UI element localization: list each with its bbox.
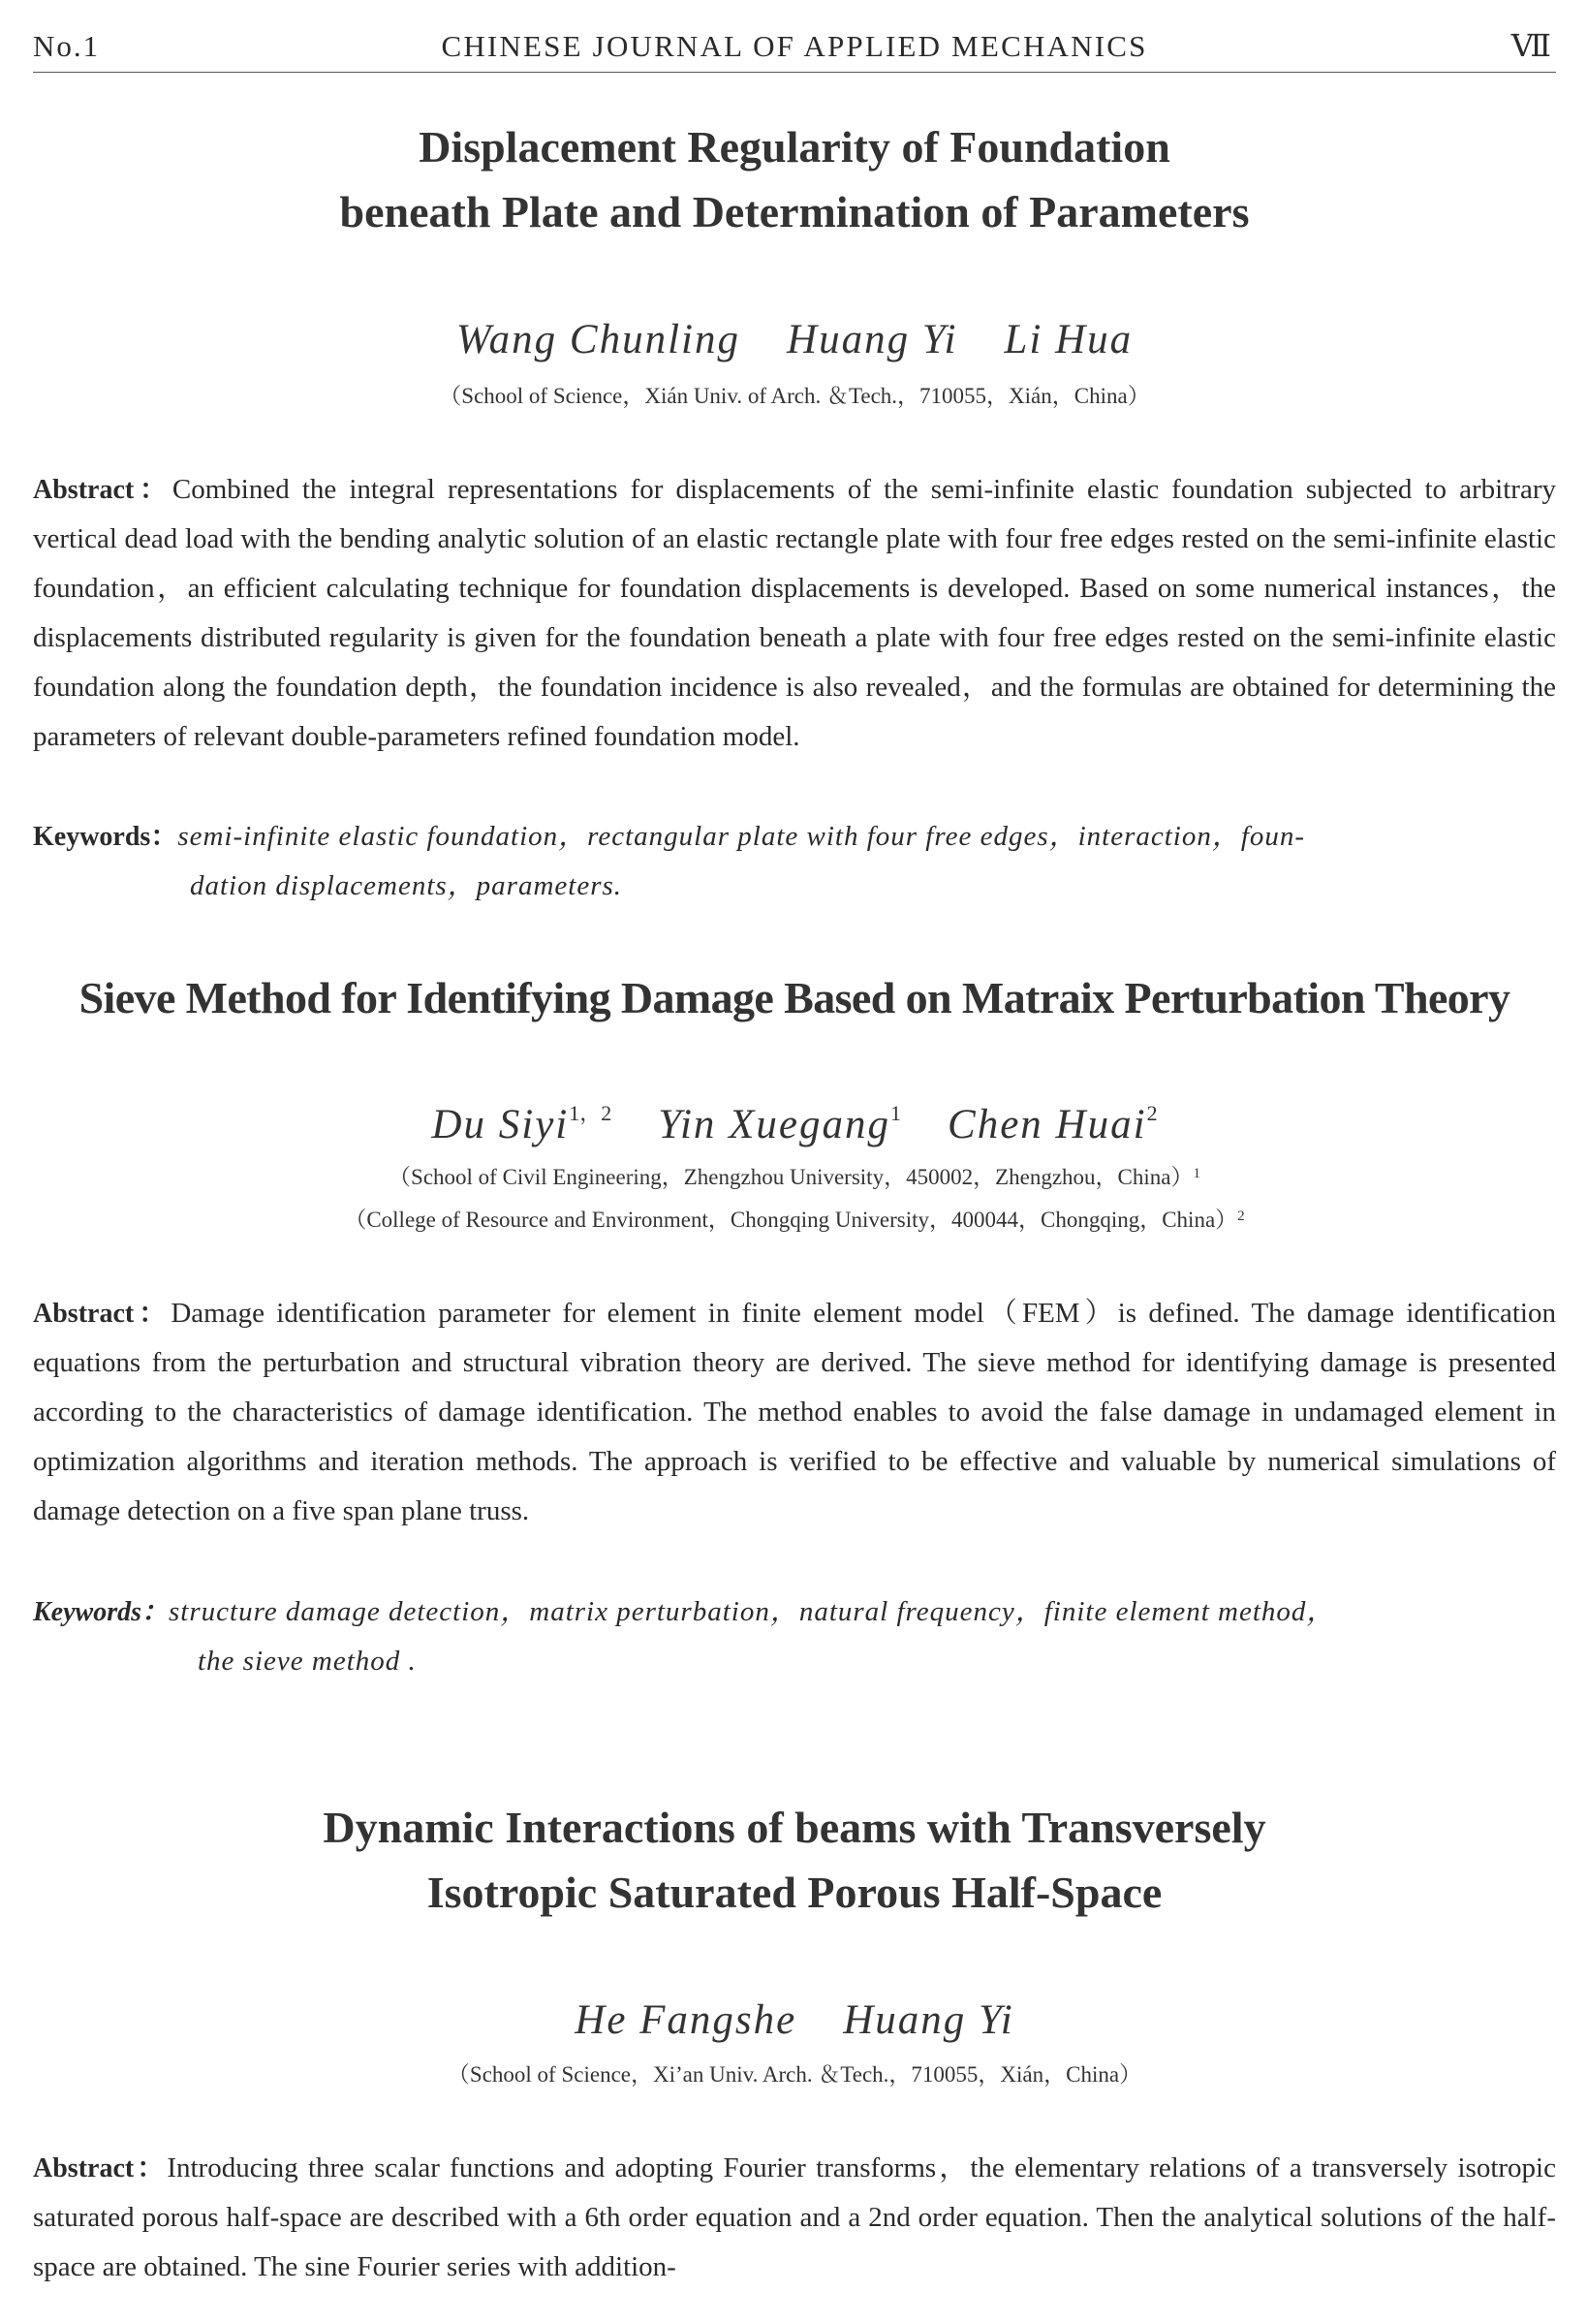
- article3-title-line1: Dynamic Interactions of beams with Transversely: [323, 1803, 1266, 1852]
- article2-title: Sieve Method for Identifying Damage Based on Matraix Perturbation Theory: [78, 973, 1510, 1022]
- author-name: Du Siyi: [431, 1102, 570, 1147]
- keywords-text-cont: dation displacements，parameters.: [190, 870, 623, 901]
- running-header: [33, 27, 1556, 73]
- keywords-label: Keywords：: [33, 1597, 170, 1627]
- article1-title-line1: Displacement Regularity of Foundation: [419, 122, 1170, 172]
- author-affil-mark: 1: [890, 1101, 902, 1125]
- affiliation-mark: 2: [1237, 1209, 1245, 1224]
- author-name: He Fangshe: [575, 1997, 797, 2043]
- article1-affiliation: （School of Science，Xián Univ. of Arch. ＆Tech.，710055，Xián，China）: [439, 384, 1150, 408]
- author-name: Li Hua: [1004, 317, 1134, 362]
- keywords-text: structure damage detection，matrix perturbation，natural frequency，finite element method，: [169, 1596, 1336, 1627]
- keywords-text-cont: the sieve method .: [198, 1646, 417, 1677]
- article1-abstract: [33, 465, 1556, 762]
- article2-affiliation-2: [33, 1202, 1556, 1234]
- author-affil-mark: 2: [1146, 1101, 1158, 1125]
- abstract-label: Abstract：: [33, 475, 172, 505]
- article1-title: [33, 114, 1556, 244]
- author-name: Yin Xuegang: [658, 1102, 891, 1147]
- abstract-label: Abstract：: [33, 1299, 171, 1329]
- article3-authors: [33, 1996, 1556, 2044]
- keywords-label: Keywords：: [33, 822, 178, 852]
- article2-affiliation-1: [33, 1159, 1556, 1191]
- abstract-text: Introducing three scalar functions and adopting Fourier transforms，the elementary relations of a transversely isotropic saturated porous half-space are described with a 6th order equation and a 2nd order equation. Then the analytical solutions of the half-space are obtained. The sine Fourier series with addition-: [33, 2152, 1556, 2282]
- abstract-text: Combined the integral representations for displacements of the semi-infinite elastic foundation subjected to arbitrary vertical dead load with the bending analytic solution of an elastic rectangle plate with four free edges rested on the semi-infinite elastic foundation，an efficient calculating technique for foundation displacements is developed. Based on some numerical instances，the displacements distributed regularity is given for the foundation beneath a plate with four free edges rested on the semi-infinite elastic foundation along the foundation depth，the foundation incidence is also revealed，and the formulas are obtained for determining the parameters of relevant double-parameters refined foundation model.: [33, 474, 1556, 752]
- article1-authors: [33, 316, 1556, 363]
- article3-abstract: [33, 2144, 1556, 2292]
- page-number: Ⅶ: [1510, 28, 1552, 63]
- author-name: Huang Yi: [843, 1997, 1014, 2043]
- article3-title-line2: Isotropic Saturated Porous Half-Space: [426, 1868, 1163, 1917]
- article1-title-line2: beneath Plate and Determination of Parameters: [339, 187, 1250, 236]
- article2-abstract: [33, 1289, 1556, 1536]
- abstract-label: Abstract：: [33, 2153, 168, 2183]
- affiliation-text: （School of Civil Engineering，Zhengzhou University，450002，Zhengzhou，China）: [389, 1165, 1194, 1189]
- keywords-text: semi-infinite elastic foundation，rectangular plate with four free edges，interaction，foun-: [177, 821, 1306, 852]
- article2-authors: [33, 1097, 1556, 1148]
- author-name: Wang Chunling: [455, 317, 741, 362]
- article3-title: [33, 1795, 1556, 1925]
- journal-name: CHINESE JOURNAL OF APPLIED MECHANICS: [441, 29, 1148, 63]
- article2-keywords: [33, 1587, 1556, 1686]
- abstract-text: Damage identification parameter for element in finite element model（FEM）is defined. The damage identification equations from the perturbation and structural vibration theory are derived. The sieve method for identifying damage is presented according to the characteristics of damage identification. The method enables to avoid the false damage in undamaged element in optimization algorithms and iteration methods. The approach is verified to be effective and valuable by numerical simulations of damage detection on a five span plane truss.: [33, 1298, 1556, 1526]
- affiliation-text: （College of Resource and Environment，Chongqing University，400044，Chongqing，China）: [344, 1208, 1238, 1232]
- article3-affiliation: （School of Science，Xi’an Univ. Arch. ＆Tech.，710055，Xián，China）: [447, 2062, 1142, 2087]
- affiliation-mark: 1: [1193, 1166, 1200, 1181]
- article1-keywords: [33, 812, 1556, 911]
- issue-number: No.1: [33, 29, 101, 63]
- author-name: Huang Yi: [787, 317, 958, 362]
- author-name: Chen Huai: [948, 1102, 1147, 1147]
- author-affil-mark: 1，2: [569, 1101, 612, 1125]
